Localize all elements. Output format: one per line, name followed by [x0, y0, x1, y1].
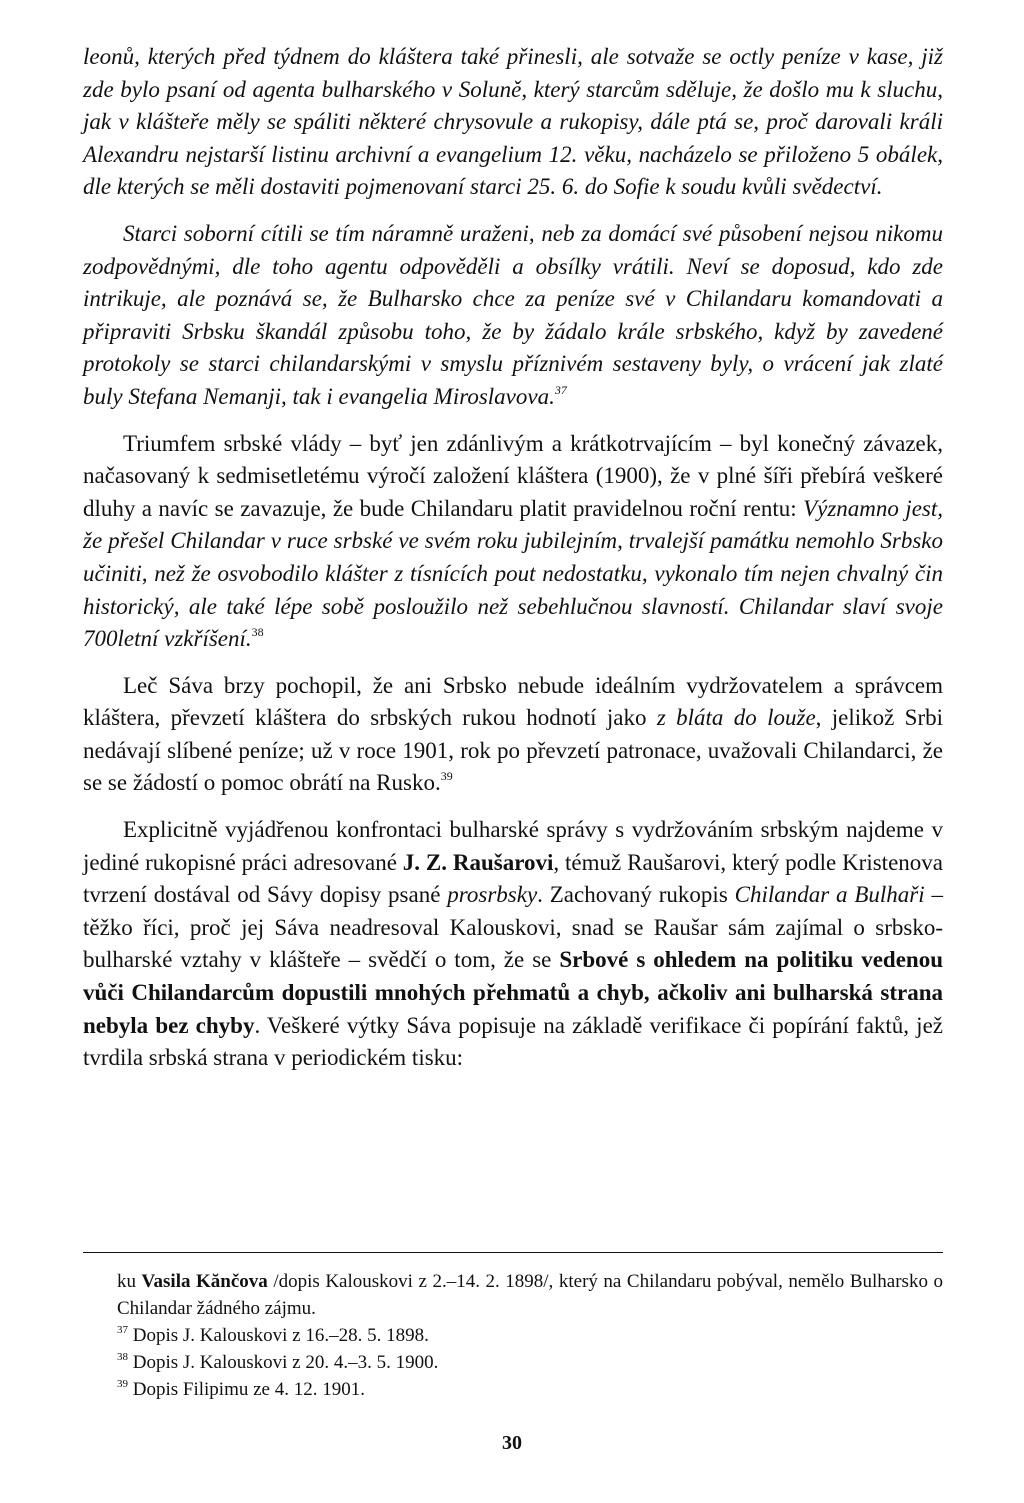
- paragraph-5: [83, 814, 943, 1075]
- paragraph-5-emphasis: Srbové s ohledem na politiku vedenou vůči Chilandarcům dopustili mnohých přehmatů a chyb, ačkoliv ani bulharská strana nebyla bez chyby: [83, 947, 943, 1038]
- footnote-continuation-name: Vasila Kănčova: [141, 1271, 268, 1292]
- paragraph-1-text: leonů, kterých před týdnem do kláštera také přinesli, ale sotvaže se octly peníze v kase, již zde bylo psaní od agenta bulharského v Soluně, který starcům sděluje, že došlo mu k sluchu, jak v klášteře měly se spáliti některé chrysovule a rukopisy, dále ptá se, proč darovali králi Alexandru nejstarší listinu archivní a evangelium 12. věku, nacházelo se přiloženo 5 obálek, dle kterých se měli dostaviti pojmenovaní starci 25. 6. do Sofie k soudu kvůli svědectví.: [83, 44, 943, 200]
- footnote-39-text: Dopis Filipimu ze 4. 12. 1901.: [132, 1379, 365, 1400]
- paragraph-2-text: Starci soborní cítili se tím náramně uraženi, neb za domácí své působení nejsou nikomu zodpovědnými, dle toho agentu odpověděli a obsílky vrátili. Neví se doposud, kdo zde intrikuje, ale poznává se, že Bulharsko chce za peníze své v Chilandaru komandovati a připraviti Srbsku škandál způsobu toho, že by žádalo krále srbského, když by zavedené protokoly se starci chilandarskými v smyslu příznivém sestaveny byly, o vrácení jak zlaté buly Stefana Nemanji, tak i evangelia Miroslavova.: [83, 220, 943, 409]
- paragraph-5-text-c: . Zachovaný rukopis: [537, 882, 735, 908]
- footnote-ref-38: 38: [251, 625, 264, 640]
- body-text: [83, 41, 943, 1089]
- paragraph-4-text-a: Leč Sáva brzy pochopil, že ani Srbsko nebude ideálním vydržovatelem a správcem kláštera, převzetí kláštera do srbských rukou hodnotí jako: [83, 672, 943, 731]
- paragraph-4-text-b: , jelikož Srbi nedávají slíbené peníze; už v roce 1901, rok po převzetí patronace, uvažovali Chilandarci, že se se žádostí o pomoc obrátí na Rusko.: [83, 705, 944, 796]
- paragraph-4-phrase: z bláta do louže: [656, 705, 816, 731]
- paragraph-3-text: Triumfem srbské vlády – byť jen zdánlivým a krátkotrvajícím – byl konečný závazek, načasovaný k sedmisetletému výročí založení kláštera (1900), že v plné šíři přebírá veškeré dluhy a navíc se zavazuje, že bude Chilandaru platit pravidelnou roční rentu:: [83, 430, 943, 521]
- footnote-37-number: 37: [117, 1324, 128, 1336]
- paragraph-5-text-a: Explicitně vyjádřenou konfrontaci bulharské správy s vydržováním srbským najdeme v jediné rukopisné práci adresované: [83, 817, 943, 875]
- paragraph-5-text-d: – těžko říci, proč jej Sáva neadresoval Kalouskovi, snad se Raušar sám zajímal o srbsko-bulharské vztahy v klášteře – svědčí o tom, že se: [83, 882, 943, 973]
- footnote-38-number: 38: [117, 1351, 128, 1363]
- paragraph-5-text-b: , témuž Raušarovi, který podle Kristenova tvrzení dostával od Sávy dopisy psané: [83, 849, 943, 908]
- page-number: 30: [502, 1432, 522, 1454]
- footnote-39: [83, 1376, 943, 1403]
- paragraph-2: [83, 218, 943, 414]
- paragraph-5-word: prosrbsky: [447, 882, 538, 908]
- footnotes: [83, 1268, 943, 1403]
- footnote-continuation: [83, 1268, 943, 1322]
- paragraph-5-name: J. Z. Raušarovi: [402, 849, 554, 875]
- paragraph-5-manuscript-title: Chilandar a Bulhaři: [734, 882, 925, 908]
- footnote-continuation-text-b: /dopis Kalouskovi z 2.–14. 2. 1898/, který na Chilandaru pobýval, nemělo Bulharsko o Chilandar žádného zájmu.: [117, 1271, 943, 1319]
- footnote-38: [83, 1349, 943, 1376]
- footnote-37-text: Dopis J. Kalouskovi z 16.–28. 5. 1898.: [132, 1325, 429, 1346]
- footnote-38-text: Dopis J. Kalouskovi z 20. 4.–3. 5. 1900.: [132, 1352, 439, 1373]
- footnote-37: [83, 1322, 943, 1349]
- paragraph-3: [83, 428, 943, 656]
- paragraph-3-quote: Významno jest, že přešel Chilandar v ruce srbské ve svém roku jubilejním, trvalejší památku nemohlo Srbsko učiniti, než že osvobodilo klášter z tísnících pout nedostatku, vykonalo tím nejen chvalný čin historický, ale také lépe sobě posloužilo než sebehlučnou slavností. Chilandar slaví svoje 700letní vzkříšení.: [83, 495, 943, 652]
- paragraph-4: [83, 670, 943, 800]
- footnote-ref-37: 37: [554, 382, 567, 397]
- footnote-39-number: 39: [117, 1378, 128, 1390]
- footnote-ref-39: 39: [440, 769, 453, 784]
- footnote-continuation-text-a: ku: [117, 1271, 142, 1292]
- paragraph-1: [83, 41, 943, 204]
- footnote-divider: [83, 1252, 943, 1253]
- paragraph-5-text-e: . Veškeré výtky Sáva popisuje na základě verifikace či popírání faktů, jež tvrdila srbská strana v periodickém tisku:: [83, 1012, 943, 1071]
